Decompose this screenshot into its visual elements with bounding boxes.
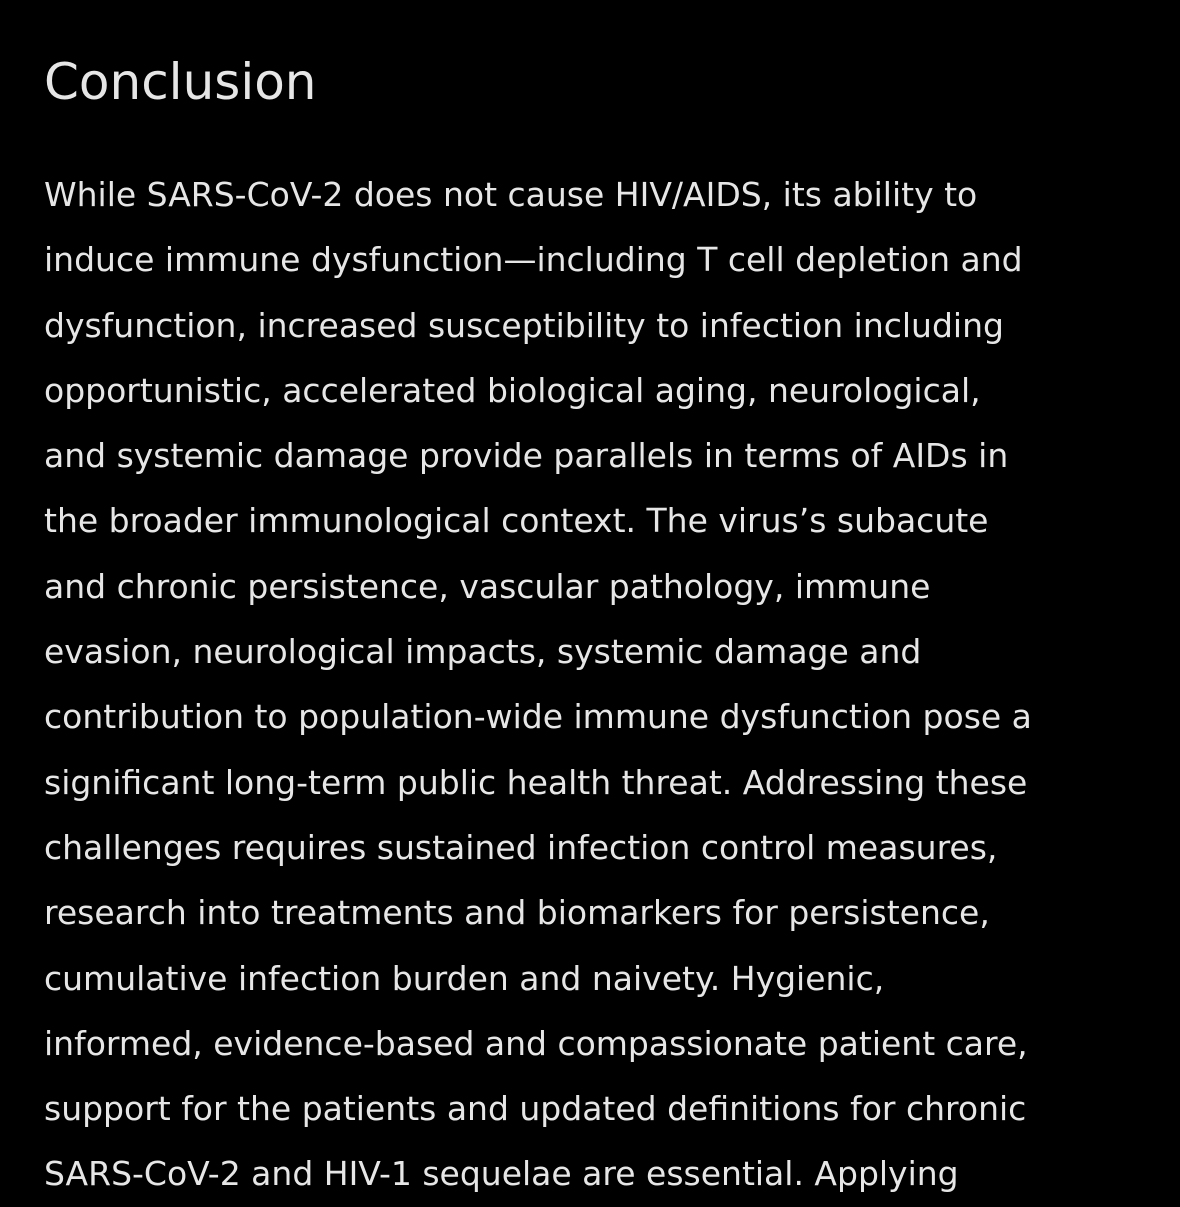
paragraph-line: evasion, neurological impacts, systemic damage and [44,632,922,672]
paragraph-line: support for the patients and updated definitions for chronic [44,1089,1027,1129]
paragraph-line: contribution to population-wide immune dysfunction pose a [44,697,1032,737]
paragraph-line: and systemic damage provide parallels in terms of AIDs in [44,436,1009,476]
paragraph-line: challenges requires sustained infection control measures, [44,827,998,867]
section-heading: Conclusion [44,53,317,111]
paragraph-line: SARS-CoV-2 and HIV-1 sequelae are essential. Applying [44,1154,959,1194]
conclusion-paragraph [44,162,1032,1207]
paragraph-line: While SARS-CoV-2 does not cause HIV/AIDS, its ability to [44,175,978,214]
paragraph-line: cumulative infection burden and naivety. Hygienic, [44,958,885,998]
paragraph-line: induce immune dysfunction—including T cell depletion and [44,240,1023,280]
paragraph-line: significant long-term public health threat. Addressing these [44,762,1028,802]
paragraph-line: the broader immunological context. The virus’s subacute [44,501,989,541]
paragraph-line: opportunistic, accelerated biological aging, neurological, [44,370,981,410]
paragraph-line: and chronic persistence, vascular pathology, immune [44,566,931,606]
paragraph-line: informed, evidence-based and compassionate patient care, [44,1023,1028,1063]
paragraph-line: dysfunction, increased susceptibility to infection including [44,305,1004,345]
paragraph-line: research into treatments and biomarkers for persistence, [44,893,990,933]
